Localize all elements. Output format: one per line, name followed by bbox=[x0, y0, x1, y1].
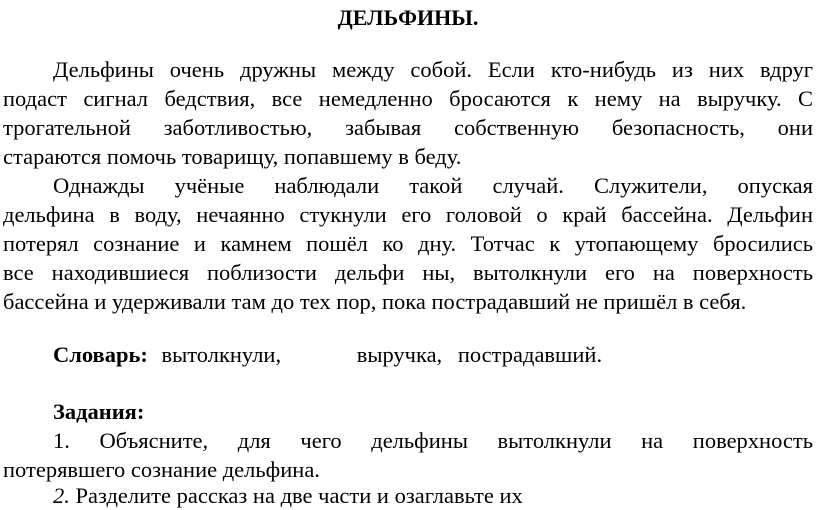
paragraph-2-line-2: дельфина в воду, нечаянно стукнули его головой о край бассейна. Дельфин bbox=[3, 202, 813, 227]
task-1-number: 1. bbox=[53, 428, 70, 453]
paragraph-2-line-5: бассейна и удерживали там до тех пор, пока пострадавший не пришёл в себя. bbox=[3, 289, 747, 314]
tasks-label: Задания: bbox=[53, 399, 145, 424]
paragraph-1-line-2: подаст сигнал бедствия, все немедленно бросаются к нему на выручку. С bbox=[3, 86, 813, 111]
vocabulary-word: вытолкнули, bbox=[161, 342, 282, 367]
task-2-number: 2. bbox=[53, 483, 70, 508]
task-1-text: Объясните, для чего дельфины вытолкнули на поверхность bbox=[99, 428, 813, 453]
document-title: ДЕЛЬФИНЫ. bbox=[337, 5, 479, 30]
paragraph-2-line-1: Однажды учёные наблюдали такой случай. Служители, опуская bbox=[53, 173, 813, 198]
paragraph-2-line-4: все находившиеся поблизости дельфи ны, вытолкнули его на поверхность bbox=[3, 260, 813, 285]
paragraph-1-line-1: Дельфины очень дружны между собой. Если кто-нибудь из них вдруг bbox=[53, 57, 813, 82]
paragraph-2-line-3: потерял сознание и камнем пошёл ко дну. Тотчас к утопающему бросились bbox=[3, 231, 813, 256]
vocabulary-section bbox=[3, 340, 816, 369]
task-2-text: Разделите рассказ на две части и озаглавьте их bbox=[75, 483, 523, 508]
task-2-line bbox=[3, 481, 816, 510]
paragraph-1-line-4: стараются помочь товарищу, попавшему в беду. bbox=[3, 144, 462, 169]
vocabulary-word: пострадавший. bbox=[457, 342, 603, 367]
task-1-line-2: потерявшего сознание дельфина. bbox=[3, 457, 320, 482]
paragraph-1-line-3: трогательной заботливостью, забывая собственную безопасность, они bbox=[3, 115, 813, 140]
task-1-line-1 bbox=[3, 426, 813, 455]
vocabulary-label: Словарь: bbox=[53, 342, 148, 367]
vocabulary-word: выручка, bbox=[356, 342, 443, 367]
